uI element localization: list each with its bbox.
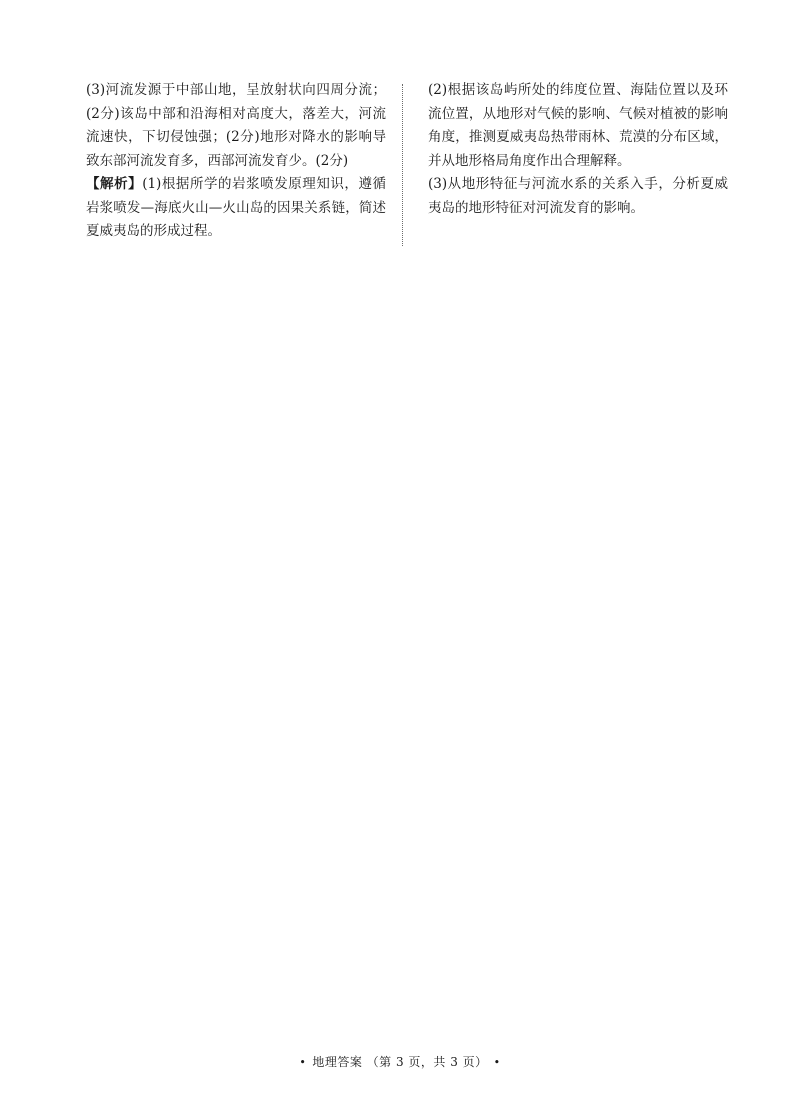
analysis-paragraph [86,173,386,244]
answer-3-text: (3)河流发源于中部山地，呈放射状向四周分流；(2分)该岛中部和沿海相对高度大，落差大，河流流速快，下切侵蚀强；(2分)地形对降水的影响导致东部河流发育多，西部河流发育少。(2分) [86,82,386,169]
column-divider [402,84,403,246]
analysis-label: 【解析】 [86,176,143,192]
left-column [86,79,386,244]
analysis-1-text: (1)根据所学的岩浆喷发原理知识，遵循岩浆喷发—海底火山—火山岛的因果关系链，简述夏威夷岛的形成过程。 [86,176,387,239]
footer-page-label: 地理答案 （第 3 页，共 3 页） [312,1055,488,1069]
page-footer [0,1054,800,1071]
footer-bullet-left: • [299,1056,307,1069]
right-column [428,79,728,220]
footer-bullet-right: • [493,1056,501,1069]
analysis-3-text: (3)从地形特征与河流水系的关系入手，分析夏威夷岛的地形特征对河流发育的影响。 [428,176,728,216]
analysis-2-text: (2)根据该岛屿所处的纬度位置、海陆位置以及环流位置，从地形对气候的影响、气候对植被的影响角度，推测夏威夷岛热带雨林、荒漠的分布区域，并从地形格局角度作出合理解释。 [428,82,728,169]
